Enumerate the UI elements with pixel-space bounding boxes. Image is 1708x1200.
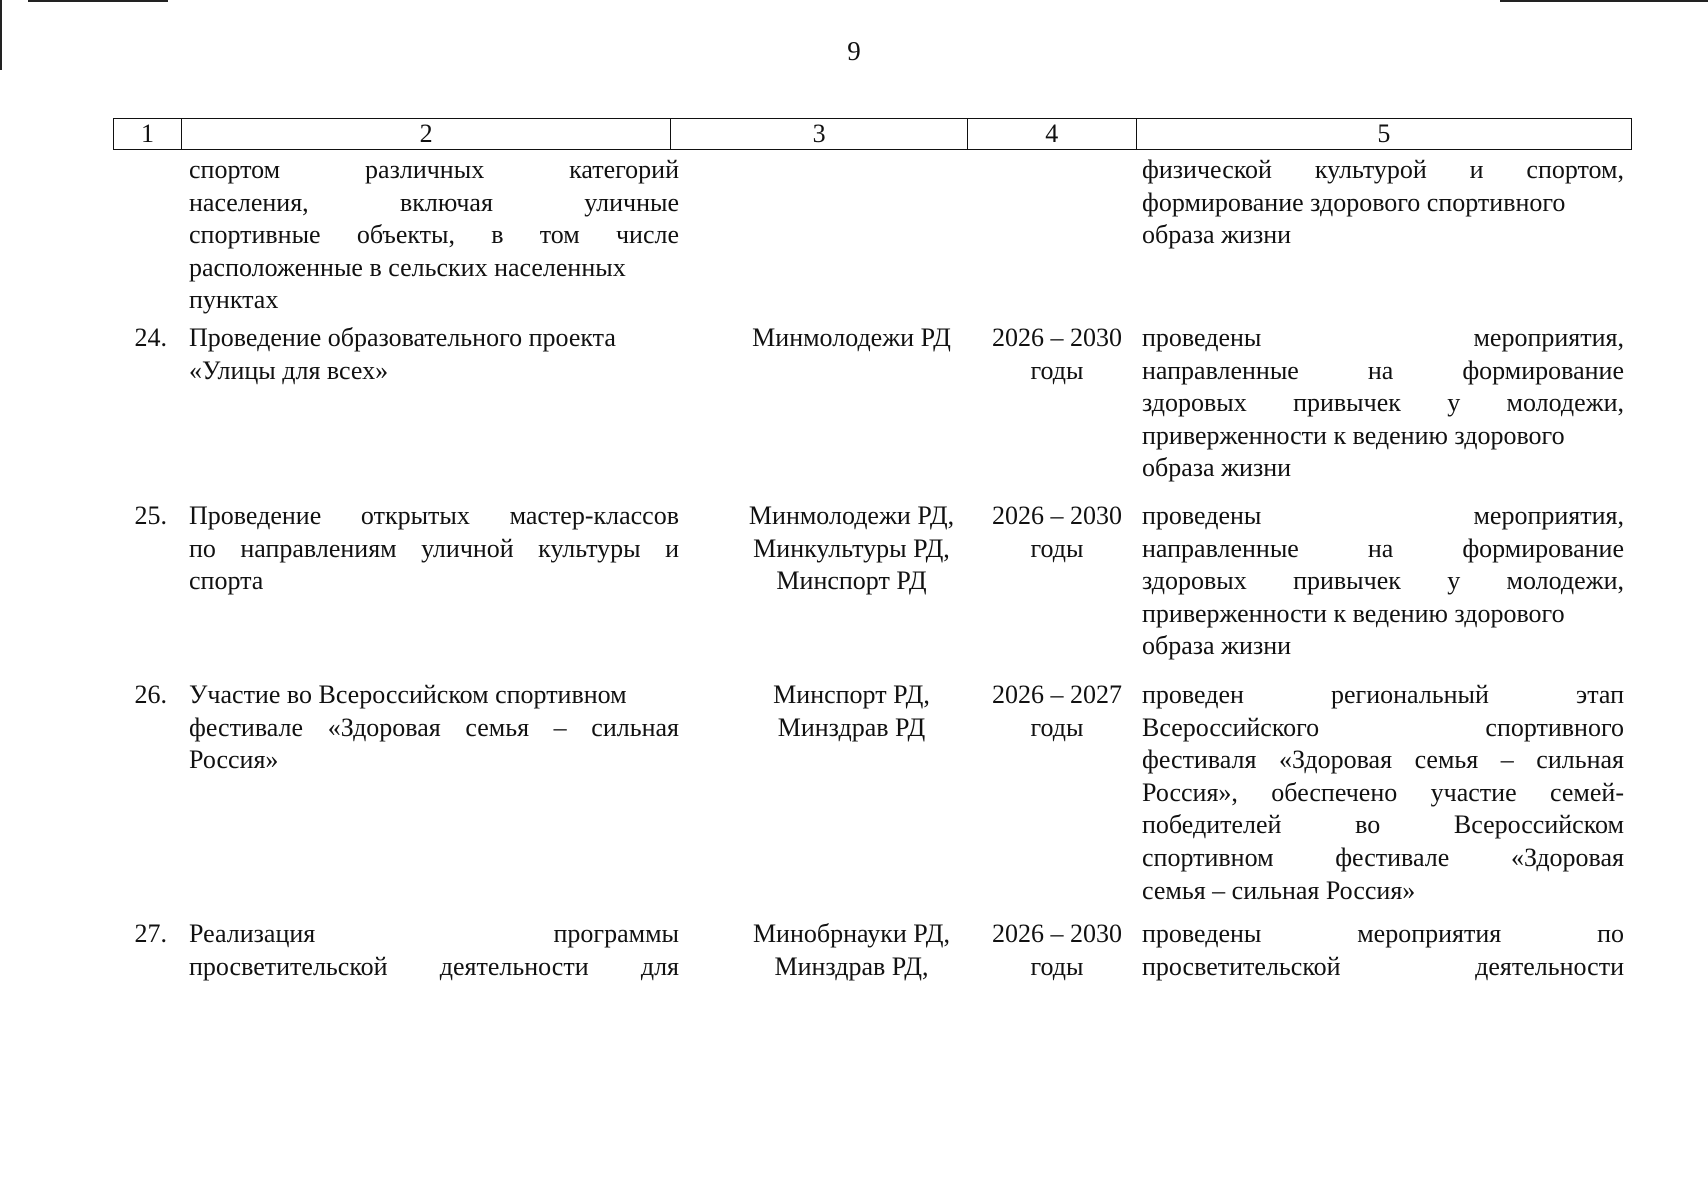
executor-cell (703, 500, 1000, 598)
text-line: 2026 – 2030 (992, 919, 1122, 948)
text-line: Минздрав РД (777, 712, 926, 742)
text-line: Минобрнауки РД, (752, 919, 951, 948)
result-cell (1142, 500, 1624, 663)
text-line: по направлениям уличной культуры и (189, 533, 679, 563)
continuation-name-cell (189, 154, 679, 317)
text-line: годы (1030, 951, 1084, 981)
text-line: 2026 – 2030 (992, 501, 1122, 530)
result-cell (1142, 918, 1624, 983)
text-line: образа жизни (1142, 631, 1292, 661)
text-line: Минздрав РД, (774, 951, 929, 981)
row-number: 26. (134, 680, 167, 709)
page-number: 9 (847, 36, 861, 66)
continuation-result-cell (1142, 154, 1624, 252)
table-header-row (113, 118, 1632, 150)
text-line: Проведение открытых мастер-классов (189, 501, 679, 530)
text-line: Минкультуры РД, (753, 533, 950, 563)
text-line: Реализация программы (189, 919, 679, 948)
scan-edge-mark-left (0, 0, 2, 70)
text-line: Участие во Всероссийском спортивном (189, 680, 627, 709)
activity-name-cell (189, 918, 679, 983)
text-line: 2026 – 2027 (992, 680, 1122, 709)
text-line: спорта (189, 566, 264, 596)
term-cell (968, 679, 1146, 744)
text-line: годы (1030, 355, 1084, 385)
text-line: Минспорт РД, (773, 680, 930, 709)
term-cell (968, 918, 1146, 983)
text-line: населения, включая уличные (189, 187, 679, 217)
text-line: пунктах (189, 285, 279, 315)
text-line: приверженности к ведению здорового (1142, 598, 1565, 628)
text-line: Минмолодежи РД (752, 323, 951, 352)
term-cell (968, 322, 1146, 387)
text-line: здоровых привычек у молодежи, (1142, 388, 1624, 418)
text-line: победителей во Всероссийском (1142, 810, 1624, 840)
result-cell (1142, 322, 1624, 485)
text-line: просветительской деятельности для (189, 951, 679, 981)
text-line: спортом различных категорий (189, 155, 679, 184)
scan-edge-mark-top-right (1500, 0, 1708, 2)
header-col-1: 1 (114, 119, 182, 149)
text-line: здоровых привычек у молодежи, (1142, 566, 1624, 596)
text-line: «Улицы для всех» (189, 355, 389, 385)
text-line: Минмолодежи РД, (748, 501, 955, 530)
executor-cell (703, 679, 1000, 744)
text-line: проведены мероприятия, (1142, 501, 1624, 530)
text-line: направленные на формирование (1142, 355, 1624, 385)
header-col-4: 4 (968, 119, 1137, 149)
text-line: формирование здорового спортивного (1142, 187, 1566, 217)
row-number: 24. (134, 323, 167, 352)
activity-name-cell (189, 500, 679, 598)
text-line: фестивале «Здоровая семья – сильная (189, 712, 679, 742)
text-line: Минспорт РД (776, 566, 927, 596)
text-line: проведены мероприятия по (1142, 919, 1624, 948)
activity-name-cell (189, 679, 679, 777)
row-number: 27. (134, 919, 167, 948)
text-line: приверженности к ведению здорового (1142, 420, 1565, 450)
text-line: 2026 – 2030 (992, 323, 1122, 352)
row-number: 25. (134, 501, 167, 530)
text-line: образа жизни (1142, 453, 1292, 483)
text-line: проведены мероприятия, (1142, 323, 1624, 352)
activity-name-cell (189, 322, 679, 387)
text-line: физической культурой и спортом, (1142, 155, 1624, 184)
text-line: образа жизни (1142, 220, 1292, 250)
header-col-3: 3 (671, 119, 968, 149)
text-line: просветительской деятельности (1142, 951, 1624, 981)
executor-cell (703, 322, 1000, 355)
text-line: расположенные в сельских населенных (189, 252, 626, 282)
scan-edge-mark-top-left (28, 0, 168, 2)
result-cell (1142, 679, 1624, 907)
header-col-5: 5 (1377, 119, 1391, 148)
text-line: Проведение образовательного проекта (189, 323, 616, 352)
term-cell (968, 500, 1146, 565)
text-line: Россия», обеспечено участие семей- (1142, 777, 1624, 807)
text-line: годы (1030, 712, 1084, 742)
text-line: проведен региональный этап (1142, 680, 1624, 709)
text-line: Россия» (189, 745, 279, 775)
text-line: фестиваля «Здоровая семья – сильная (1142, 745, 1624, 775)
text-line: Всероссийского спортивного (1142, 712, 1624, 742)
text-line: семья – сильная Россия» (1142, 875, 1416, 905)
text-line: спортивном фестивале «Здоровая (1142, 842, 1624, 872)
executor-cell (703, 918, 1000, 983)
header-col-2: 2 (182, 119, 671, 149)
text-line: направленные на формирование (1142, 533, 1624, 563)
text-line: годы (1030, 533, 1084, 563)
text-line: спортивные объекты, в том числе (189, 220, 679, 250)
